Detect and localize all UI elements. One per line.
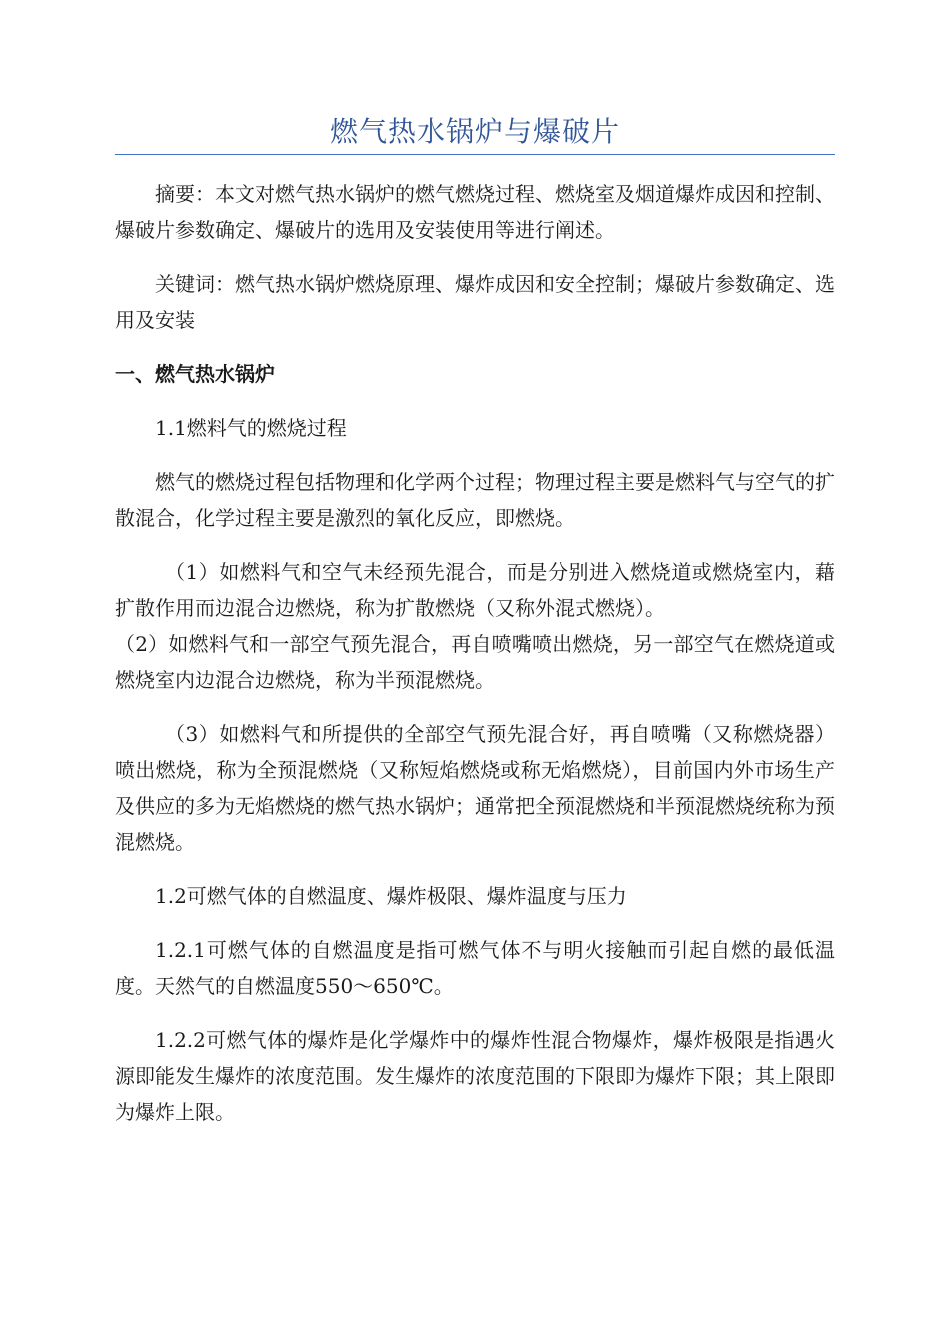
subsection-heading-1-2: 1.2可燃气体的自燃温度、爆炸极限、爆炸温度与压力	[155, 884, 627, 908]
title-underline	[115, 154, 835, 155]
paragraph-autoignition-temperature: 1.2.1可燃气体的自燃温度是指可燃气体不与明火接触而引起自燃的最低温度。天然气的自燃温度550～650℃。	[115, 938, 835, 998]
subsection-heading-1-1: 1.1燃料气的燃烧过程	[155, 416, 347, 440]
paragraph-explosion-limits: 1.2.2可燃气体的爆炸是化学爆炸中的爆炸性混合物爆炸，爆炸极限是指遇火源即能发生爆炸的浓度范围。发生爆炸的浓度范围的下限即为爆炸下限；其上限即为爆炸上限。	[115, 1028, 835, 1124]
list-item-partial-premix-combustion: （2）如燃料气和一部空气预先混合，再自喷嘴喷出燃烧，另一部空气在燃烧道或燃烧室内边混合边燃烧，称为半预混燃烧。	[115, 632, 835, 692]
document-title: 燃气热水锅炉与爆破片	[329, 115, 620, 148]
list-item-diffusion-combustion: （1）如燃料气和空气未经预先混合，而是分别进入燃烧道或燃烧室内，藉扩散作用而边混合边燃烧，称为扩散燃烧（又称外混式燃烧）。	[115, 560, 835, 620]
list-item-full-premix-combustion: （3）如燃料气和所提供的全部空气预先混合好，再自喷嘴（又称燃烧器）喷出燃烧，称为全预混燃烧（又称短焰燃烧或称无焰燃烧），目前国内外市场生产及供应的多为无焰燃烧的燃气热水锅炉；通常把全预混燃烧和半预混燃烧统称为预混燃烧。	[115, 722, 835, 854]
abstract-paragraph: 摘要：本文对燃气热水锅炉的燃气燃烧过程、燃烧室及烟道爆炸成因和控制、爆破片参数确定、爆破片的选用及安装使用等进行阐述。	[115, 182, 835, 242]
paragraph-combustion-process: 燃气的燃烧过程包括物理和化学两个过程；物理过程主要是燃料气与空气的扩散混合，化学过程主要是激烈的氧化反应，即燃烧。	[115, 470, 835, 530]
document-body	[115, 176, 835, 1130]
keywords-paragraph: 关键词：燃气热水锅炉燃烧原理、爆炸成因和安全控制；爆破片参数确定、选用及安装	[115, 272, 835, 332]
section-heading-1: 一、燃气热水锅炉	[115, 362, 275, 386]
